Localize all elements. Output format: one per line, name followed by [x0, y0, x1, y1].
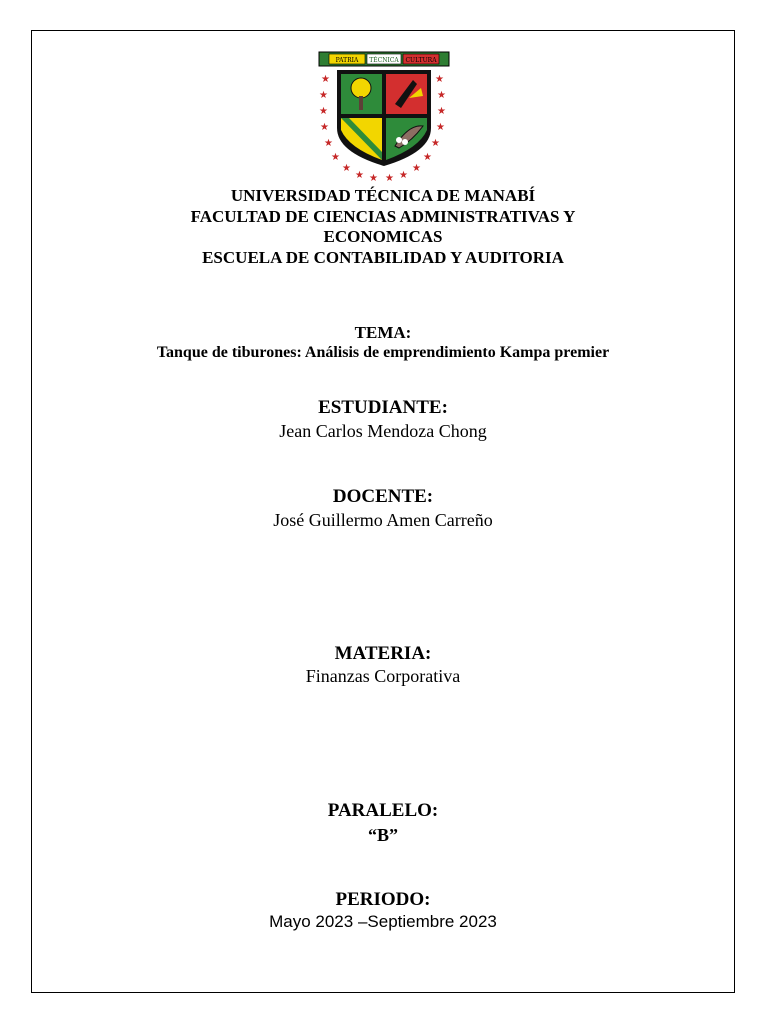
- materia-value: Finanzas Corporativa: [305, 666, 461, 686]
- university-crest-logo: [313, 48, 455, 182]
- svg-text:★: ★: [431, 138, 440, 149]
- university-name: UNIVERSIDAD TÉCNICA DE MANABÍ: [230, 186, 536, 205]
- svg-text:★: ★: [385, 173, 394, 182]
- ribbon-text-3: CULTURA: [405, 57, 437, 64]
- tema-label: TEMA:: [354, 323, 412, 342]
- paralelo-label: PARALELO:: [327, 800, 439, 821]
- faculty-name-line1: FACULTAD DE CIENCIAS ADMINISTRATIVAS Y: [190, 206, 576, 226]
- faculty-name-line2: ECONOMICAS: [323, 227, 443, 246]
- docente-label: DOCENTE:: [332, 486, 434, 507]
- crest-shield: [337, 70, 431, 166]
- svg-text:★: ★: [435, 74, 444, 85]
- docente-value: José Guillermo Amen Carreño: [273, 510, 493, 530]
- ribbon-text-1: PATRIA: [335, 57, 359, 64]
- svg-text:★: ★: [399, 170, 408, 181]
- svg-text:★: ★: [437, 106, 446, 117]
- svg-text:★: ★: [436, 122, 445, 133]
- svg-text:★: ★: [437, 90, 446, 101]
- svg-text:★: ★: [369, 173, 378, 182]
- paralelo-value: “B”: [367, 825, 398, 845]
- crest-ribbon: [319, 52, 449, 66]
- periodo-label: PERIODO:: [335, 889, 431, 910]
- institution-header: [31, 186, 735, 268]
- svg-text:★: ★: [321, 74, 330, 85]
- svg-text:★: ★: [342, 163, 351, 174]
- svg-text:★: ★: [324, 138, 333, 149]
- svg-text:★: ★: [320, 122, 329, 133]
- svg-text:★: ★: [319, 106, 328, 117]
- estudiante-label: ESTUDIANTE:: [318, 397, 448, 418]
- svg-text:★: ★: [355, 170, 364, 181]
- svg-text:★: ★: [319, 90, 328, 101]
- school-name: ESCUELA DE CONTABILIDAD Y AUDITORIA: [202, 247, 564, 267]
- periodo-value: Mayo 2023 –Septiembre 2023: [269, 912, 497, 931]
- tema-value: Tanque de tiburones: Análisis de emprendimiento Kampa premier: [156, 344, 610, 361]
- svg-text:★: ★: [412, 163, 421, 174]
- svg-text:★: ★: [331, 152, 340, 163]
- estudiante-value: Jean Carlos Mendoza Chong: [279, 421, 487, 441]
- ribbon-text-2: TÉCNICA: [369, 57, 399, 64]
- svg-text:★: ★: [423, 152, 432, 163]
- materia-label: MATERIA:: [334, 643, 432, 664]
